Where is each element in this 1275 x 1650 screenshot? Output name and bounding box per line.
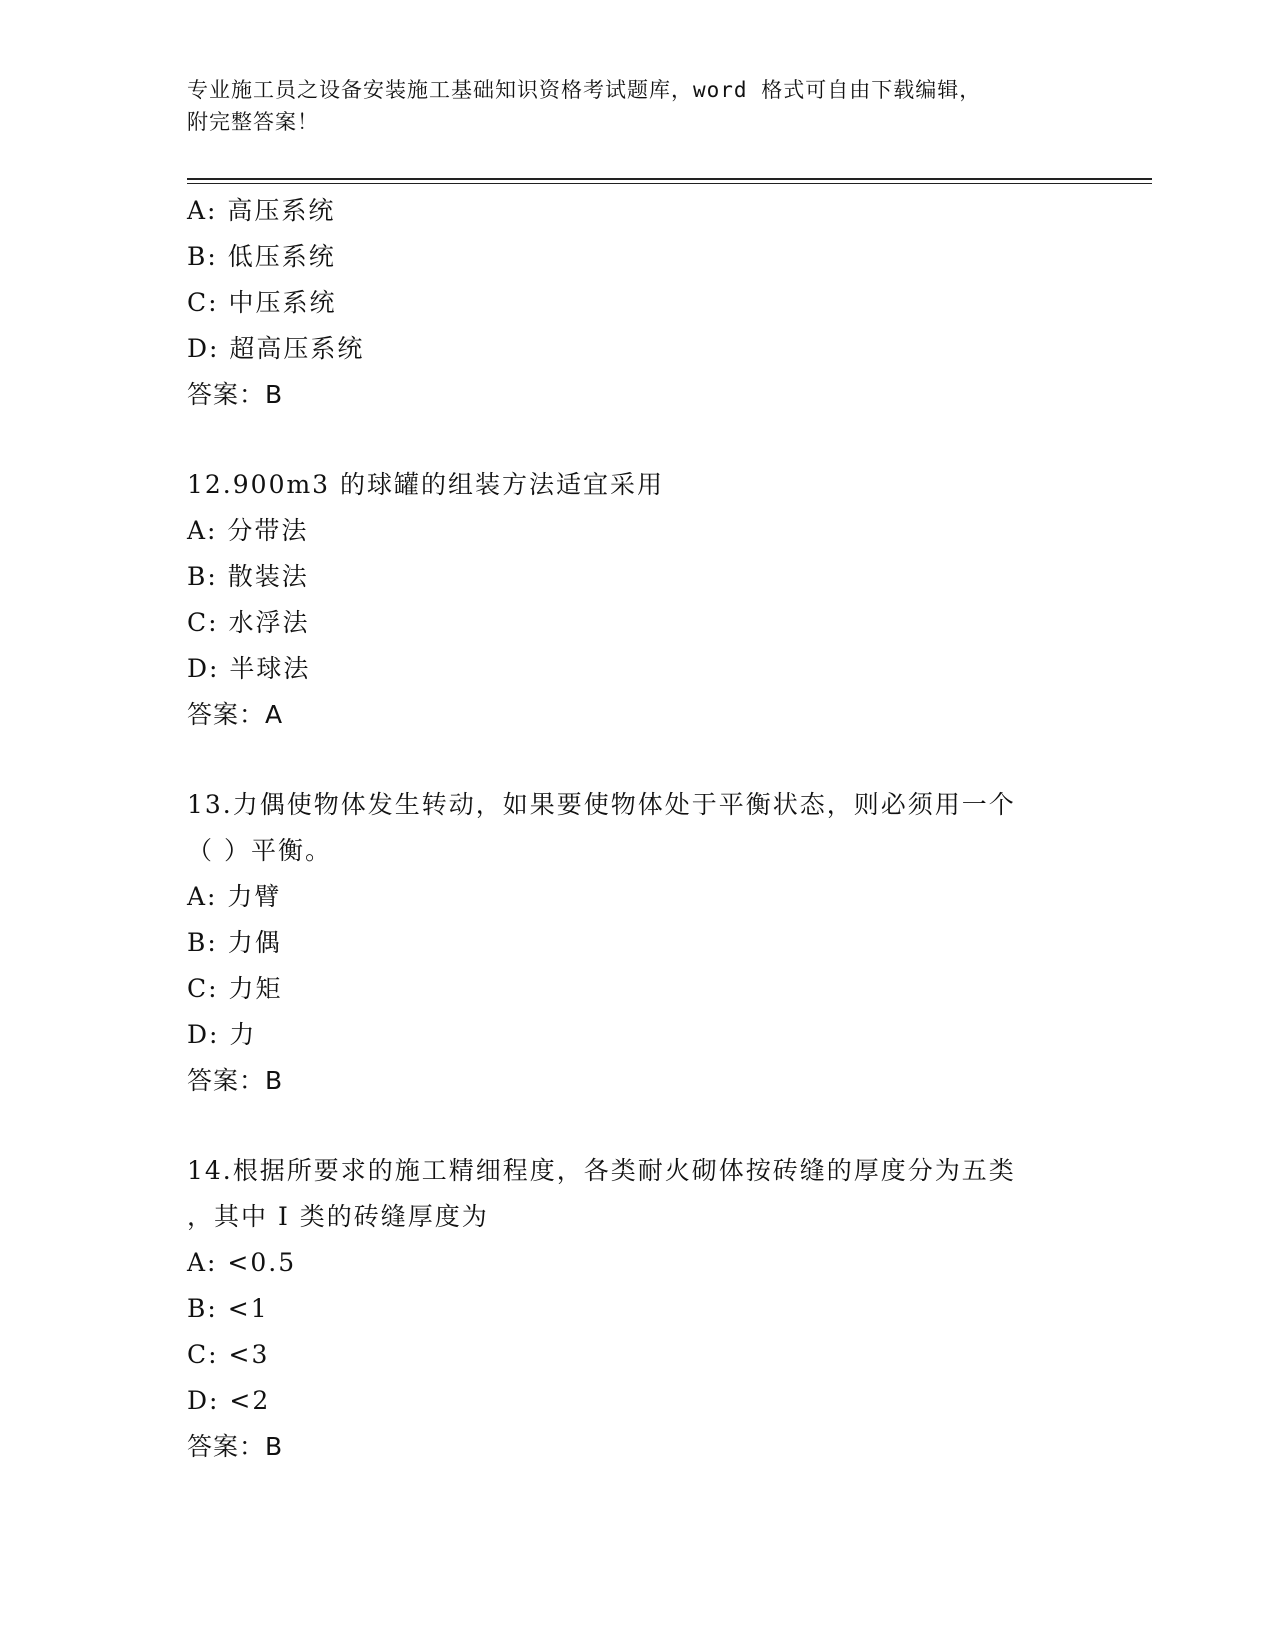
- question-text: 12.900m3 的球罐的组装方法适宜采用: [187, 470, 665, 499]
- option-c: C: 中压系统: [187, 288, 337, 317]
- question-text-line-2: ，其中 I 类的砖缝厚度为: [187, 1202, 489, 1231]
- option-c: C: 水浮法: [187, 608, 310, 637]
- question-13: [187, 782, 1087, 1104]
- option-b: B: 力偶: [187, 928, 282, 957]
- question-text-line-1: 14.根据所要求的施工精细程度，各类耐火砌体按砖缝的厚度分为五类: [187, 1156, 1016, 1185]
- option-d: D: 半球法: [187, 654, 311, 683]
- option-b: B: 低压系统: [187, 242, 336, 271]
- header-divider-thin: [187, 183, 1152, 184]
- header-line-1: 专业施工员之设备安装施工基础知识资格考试题库，word 格式可自由下载编辑，: [187, 78, 982, 102]
- question-14: [187, 1148, 1087, 1470]
- option-b: B: <1: [187, 1294, 269, 1323]
- option-c: C: 力矩: [187, 974, 283, 1003]
- option-a: A: 力臂: [187, 882, 282, 911]
- answer: 答案：B: [187, 380, 284, 409]
- question-11: [187, 188, 1087, 418]
- answer: 答案：B: [187, 1066, 284, 1095]
- header-line-2: 附完整答案！: [187, 110, 319, 134]
- option-a: A: <0.5: [187, 1248, 297, 1277]
- option-a: A: 分带法: [187, 516, 309, 545]
- answer: 答案：B: [187, 1432, 284, 1461]
- answer: 答案：A: [187, 700, 284, 729]
- option-b: B: 散装法: [187, 562, 309, 591]
- document-header: [187, 74, 1087, 138]
- question-text-line-2: （ ）平衡。: [187, 836, 332, 865]
- option-c: C: <3: [187, 1340, 270, 1369]
- question-text-line-1: 13.力偶使物体发生转动，如果要使物体处于平衡状态，则必须用一个: [187, 790, 1016, 819]
- option-d: D: <2: [187, 1386, 271, 1415]
- question-list: [187, 188, 1087, 1470]
- question-12: [187, 462, 1087, 738]
- header-divider-thick: [187, 178, 1152, 180]
- option-d: D: 超高压系统: [187, 334, 365, 363]
- option-d: D: 力: [187, 1020, 257, 1049]
- option-a: A: 高压系统: [187, 196, 336, 225]
